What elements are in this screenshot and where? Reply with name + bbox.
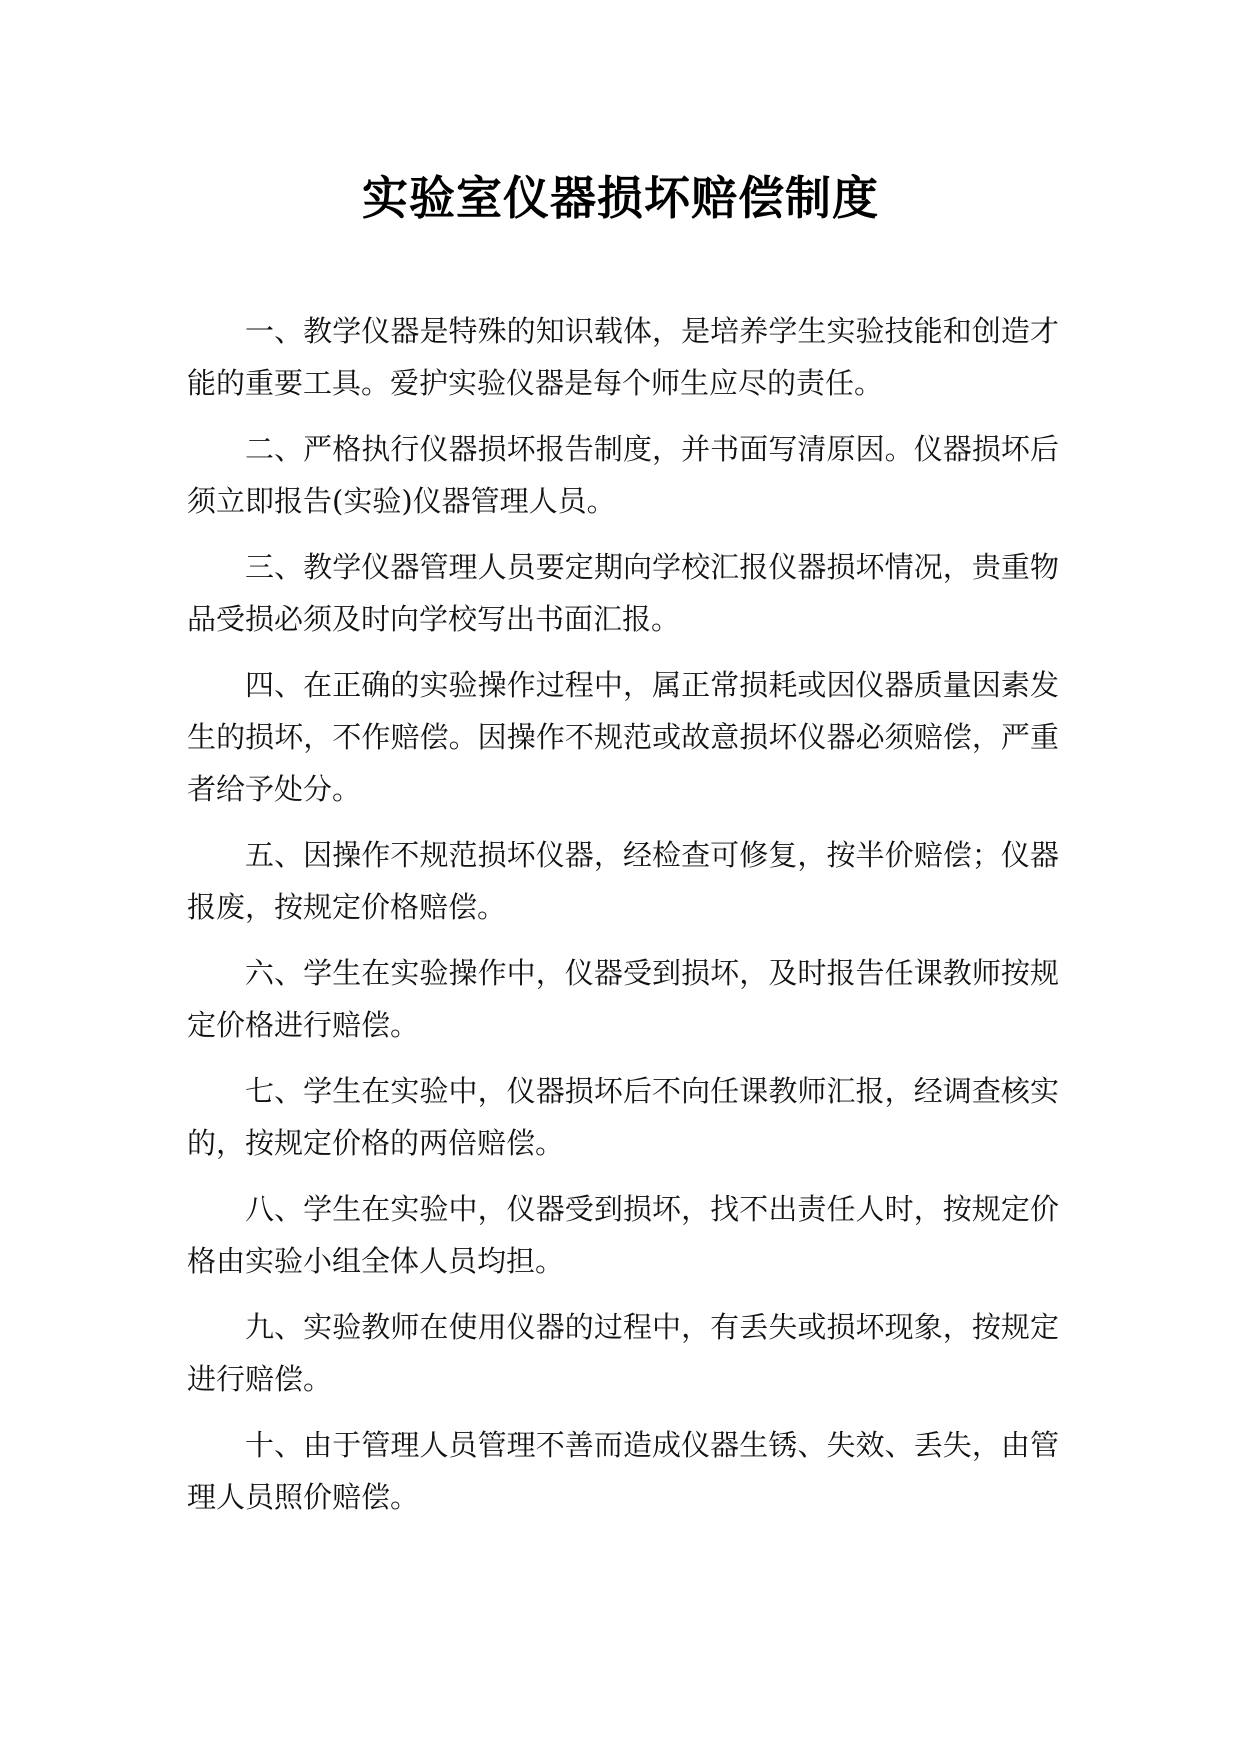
- paragraph-5: 五、因操作不规范损坏仪器，经检查可修复，按半价赔偿；仪器报废，按规定价格赔偿。: [187, 838, 1059, 924]
- paragraph-10: 十、由于管理人员管理不善而造成仪器生锈、失效、丢失，由管理人员照价赔偿。: [187, 1428, 1059, 1514]
- paragraph-8: 八、学生在实验中，仪器受到损坏，找不出责任人时，按规定价格由实验小组全体人员均担。: [187, 1192, 1059, 1278]
- paragraph-6: 六、学生在实验操作中，仪器受到损坏，及时报告任课教师按规定价格进行赔偿。: [187, 956, 1059, 1042]
- paragraph-2: 二、严格执行仪器损坏报告制度，并书面写清原因。仪器损坏后须立即报告(实验)仪器管理人员。: [187, 432, 1059, 518]
- paragraph-1: 一、教学仪器是特殊的知识载体，是培养学生实验技能和创造才能的重要工具。爱护实验仪器是每个师生应尽的责任。: [187, 314, 1059, 400]
- paragraph-7: 七、学生在实验中，仪器损坏后不向任课教师汇报，经调查核实的，按规定价格的两倍赔偿。: [187, 1074, 1059, 1160]
- document-body: [187, 305, 1059, 1537]
- paragraph-3: 三、教学仪器管理人员要定期向学校汇报仪器损坏情况，贵重物品受损必须及时向学校写出书面汇报。: [187, 550, 1059, 636]
- document-title: 实验室仪器损坏赔偿制度: [362, 171, 879, 225]
- paragraph-9: 九、实验教师在使用仪器的过程中，有丢失或损坏现象，按规定进行赔偿。: [187, 1310, 1059, 1396]
- paragraph-4: 四、在正确的实验操作过程中，属正常损耗或因仪器质量因素发生的损坏，不作赔偿。因操作不规范或故意损坏仪器必须赔偿，严重者给予处分。: [187, 668, 1059, 806]
